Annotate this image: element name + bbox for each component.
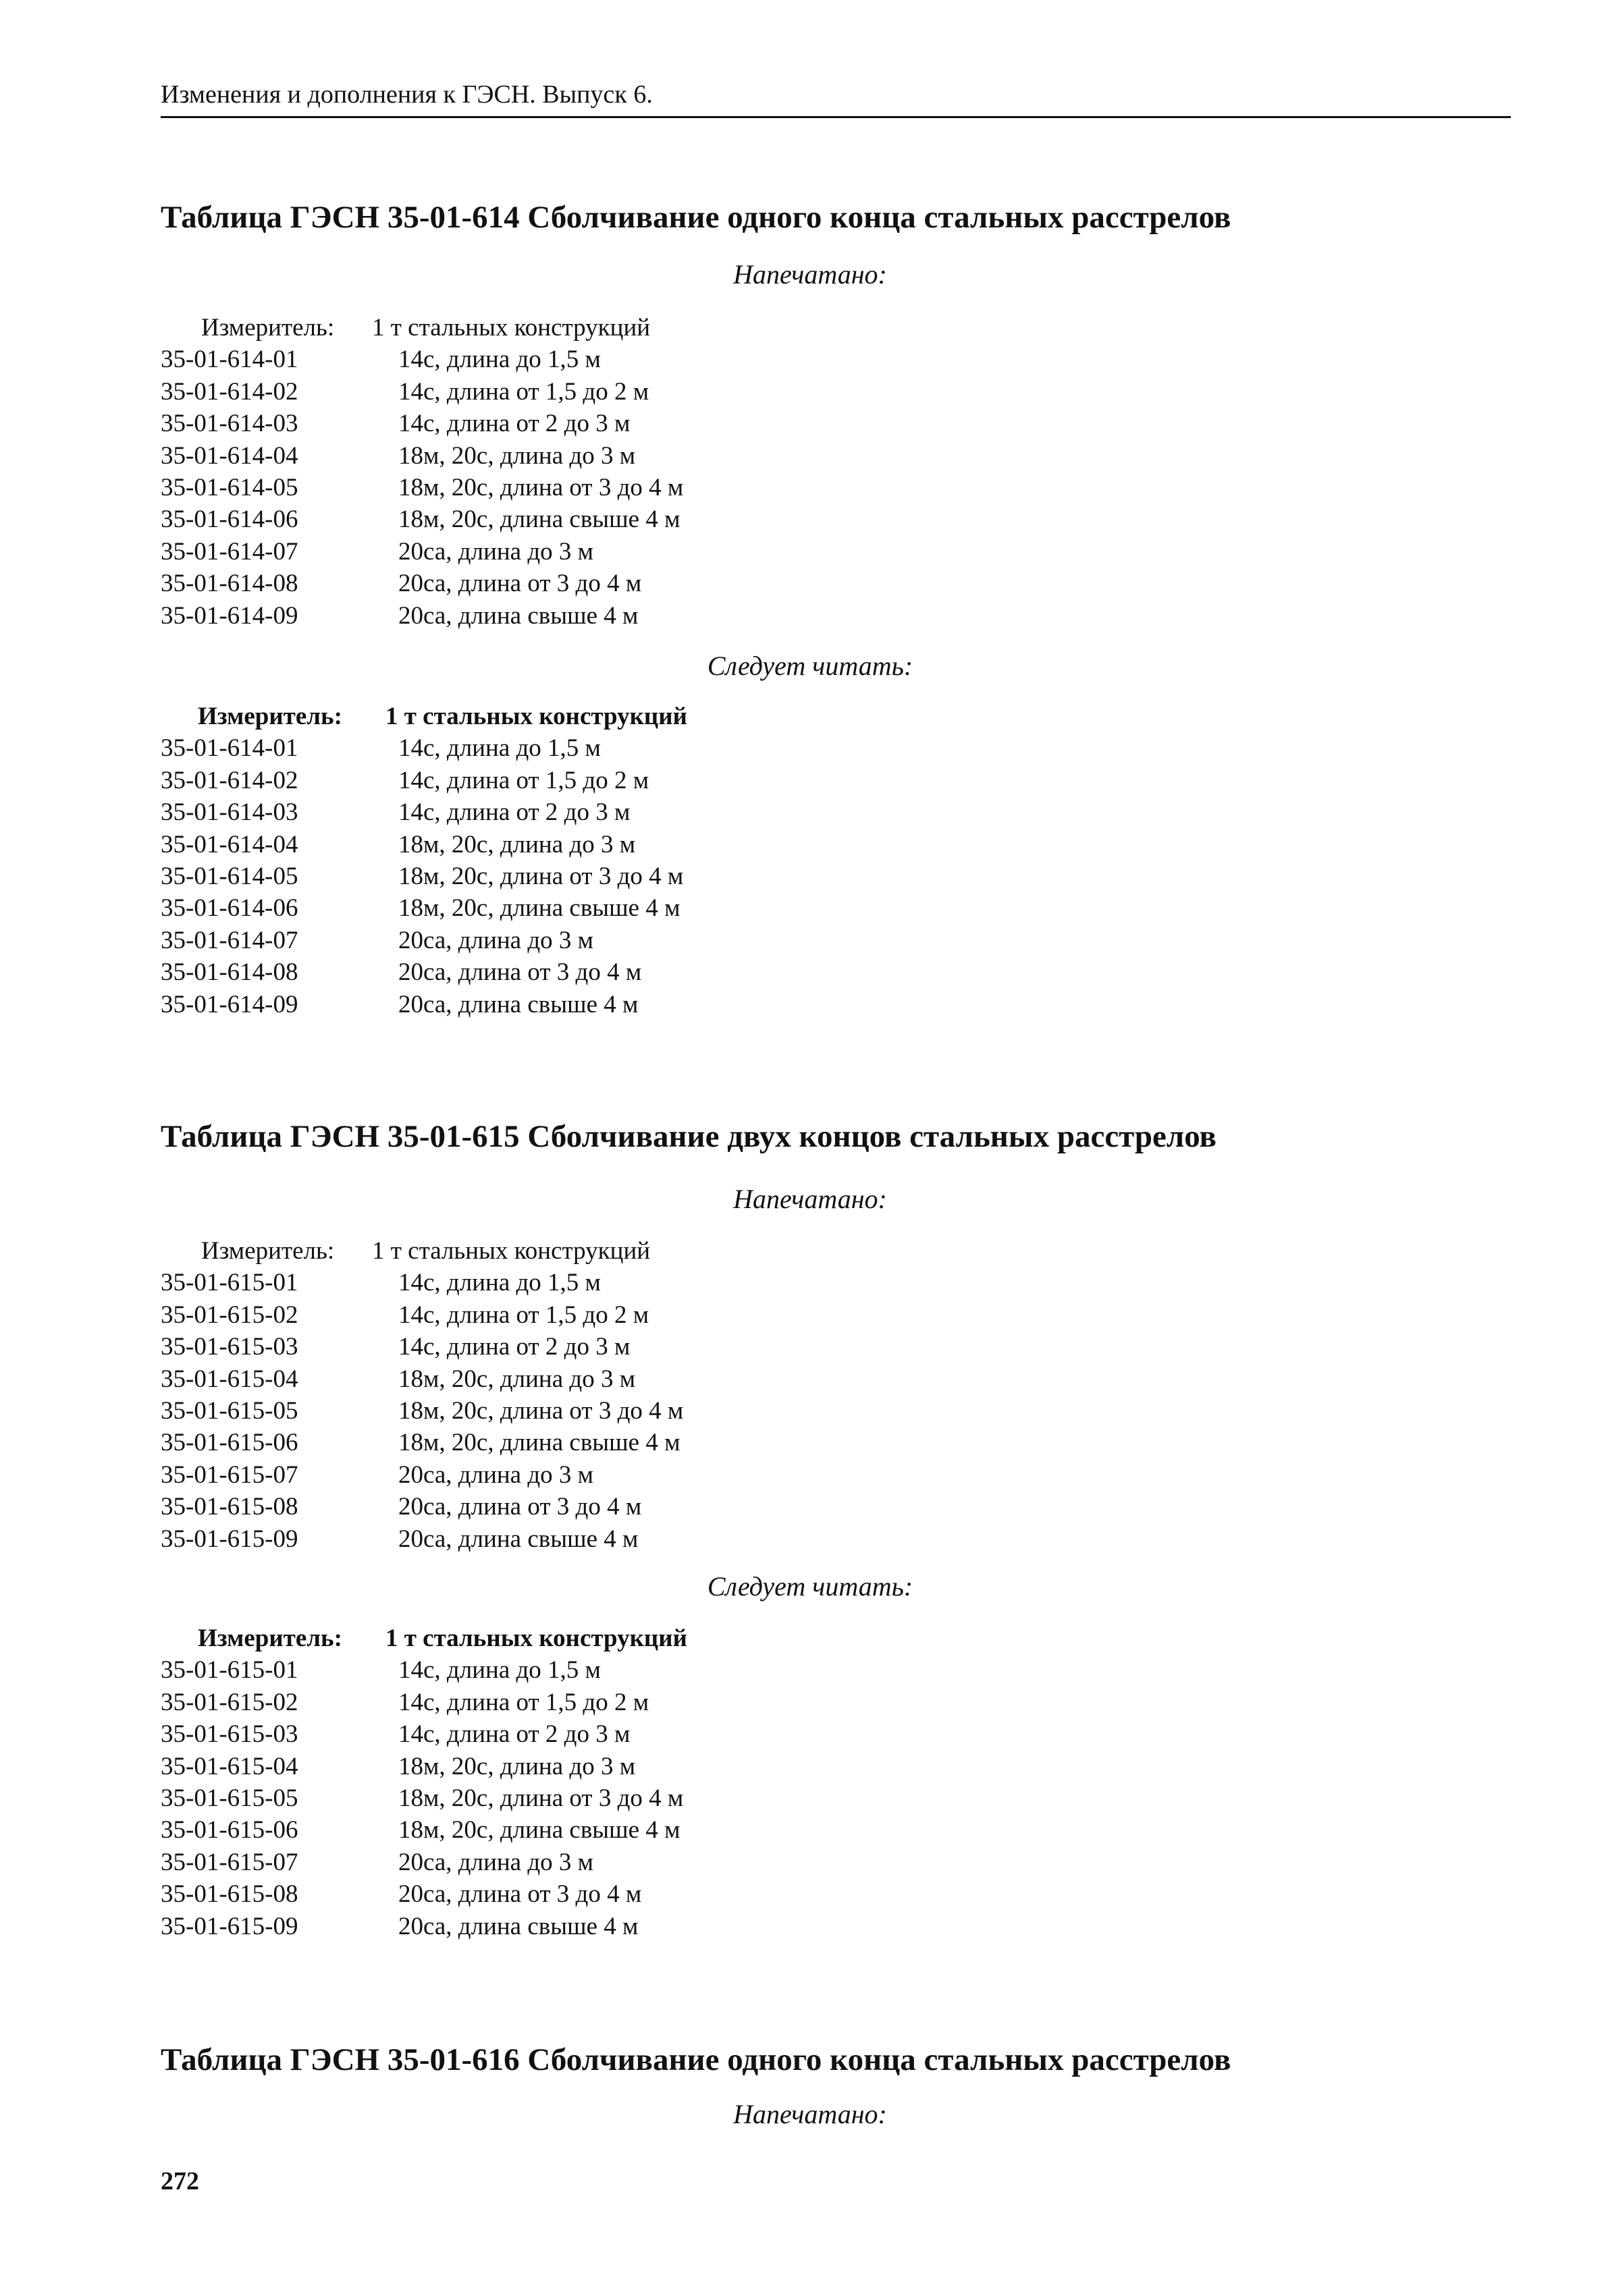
norm-code: 35-01-615-05 xyxy=(161,1396,298,1425)
norm-row xyxy=(161,956,1106,988)
section-title-615: Таблица ГЭСН 35-01-615 Сболчивание двух концов стальных расстрелов xyxy=(161,1119,1217,1154)
measure-value: 1 т стальных конструкций xyxy=(385,1624,687,1652)
norm-code: 35-01-615-03 xyxy=(161,1333,298,1361)
norm-code: 35-01-615-05 xyxy=(161,1784,298,1812)
measure-value: 1 т стальных конструкций xyxy=(385,703,687,730)
norm-code: 35-01-614-08 xyxy=(161,570,298,598)
measure-value: 1 т стальных конструкций xyxy=(372,1237,651,1265)
header-rule xyxy=(161,116,1511,118)
measure-line xyxy=(161,1622,1106,1654)
printed-block-615 xyxy=(161,1235,1106,1555)
norm-description: 18м, 20с, длина до 3 м xyxy=(398,830,636,858)
norm-description: 18м, 20с, длина свыше 4 м xyxy=(398,1429,680,1457)
norm-row xyxy=(161,1459,1106,1491)
norm-description: 14с, длина до 1,5 м xyxy=(398,1656,601,1685)
norm-row xyxy=(161,829,1106,860)
norm-code: 35-01-615-06 xyxy=(161,1429,298,1457)
measure-label: Измеритель: xyxy=(198,1624,342,1652)
norm-row xyxy=(161,1427,1106,1458)
norm-row xyxy=(161,440,1106,472)
norm-row xyxy=(161,536,1106,568)
measure-label: Измеритель: xyxy=(201,314,335,341)
norm-row xyxy=(161,1687,1106,1718)
norm-description: 14с, длина до 1,5 м xyxy=(398,346,601,374)
norm-row xyxy=(161,1395,1106,1427)
norm-description: 14с, длина от 1,5 до 2 м xyxy=(398,377,649,406)
norm-description: 14с, длина от 2 до 3 м xyxy=(398,410,631,438)
norm-code: 35-01-615-04 xyxy=(161,1752,298,1780)
printed-block-614 xyxy=(161,312,1106,632)
norm-row xyxy=(161,503,1106,535)
norm-code: 35-01-614-05 xyxy=(161,862,298,890)
norm-row xyxy=(161,568,1106,599)
norm-code: 35-01-615-02 xyxy=(161,1301,298,1329)
norm-description: 14с, длина от 1,5 до 2 м xyxy=(398,766,649,794)
norm-description: 18м, 20с, длина свыше 4 м xyxy=(398,505,680,534)
norm-row xyxy=(161,1299,1106,1331)
norm-row xyxy=(161,1718,1106,1750)
norm-row xyxy=(161,860,1106,892)
norm-row xyxy=(161,796,1106,828)
note-corrected-615: Следует читать: xyxy=(707,1571,913,1602)
measure-label: Измеритель: xyxy=(201,1237,335,1265)
note-corrected-614: Следует читать: xyxy=(707,651,913,681)
norm-code: 35-01-614-03 xyxy=(161,410,298,438)
norm-code: 35-01-614-04 xyxy=(161,441,298,470)
norm-description: 18м, 20с, длина до 3 м xyxy=(398,441,636,470)
norm-code: 35-01-615-08 xyxy=(161,1493,298,1521)
norm-row xyxy=(161,892,1106,924)
corrected-block-615 xyxy=(161,1622,1106,1942)
norm-row xyxy=(161,1491,1106,1523)
norm-description: 18м, 20с, длина до 3 м xyxy=(398,1752,636,1780)
measure-line xyxy=(161,312,1106,344)
norm-code: 35-01-614-06 xyxy=(161,505,298,534)
norm-description: 18м, 20с, длина свыше 4 м xyxy=(398,894,680,923)
norm-row xyxy=(161,472,1106,503)
norm-code: 35-01-614-01 xyxy=(161,734,298,763)
norm-code: 35-01-614-06 xyxy=(161,894,298,923)
note-printed-615: Напечатано: xyxy=(733,1184,887,1214)
norm-description: 14с, длина до 1,5 м xyxy=(398,734,601,763)
norm-code: 35-01-615-07 xyxy=(161,1848,298,1876)
norm-code: 35-01-614-09 xyxy=(161,990,298,1018)
norm-code: 35-01-614-01 xyxy=(161,346,298,374)
norm-row xyxy=(161,1654,1106,1686)
norm-code: 35-01-615-09 xyxy=(161,1912,298,1940)
norm-description: 14с, длина от 2 до 3 м xyxy=(398,1720,631,1749)
norm-code: 35-01-614-03 xyxy=(161,798,298,827)
norm-description: 18м, 20с, длина свыше 4 м xyxy=(398,1816,680,1844)
norm-code: 35-01-615-07 xyxy=(161,1460,298,1489)
norm-row xyxy=(161,1814,1106,1846)
note-printed-616: Напечатано: xyxy=(733,2099,887,2129)
norm-code: 35-01-614-07 xyxy=(161,537,298,566)
norm-description: 20са, длина свыше 4 м xyxy=(398,1912,639,1940)
norm-row xyxy=(161,1751,1106,1782)
norm-code: 35-01-615-04 xyxy=(161,1365,298,1393)
norm-description: 20са, длина от 3 до 4 м xyxy=(398,570,642,598)
norm-code: 35-01-614-07 xyxy=(161,926,298,954)
norm-row xyxy=(161,989,1106,1020)
norm-description: 18м, 20с, длина от 3 до 4 м xyxy=(398,1396,684,1425)
norm-row xyxy=(161,408,1106,439)
norm-description: 14с, длина от 1,5 до 2 м xyxy=(398,1688,649,1716)
norm-description: 20са, длина до 3 м xyxy=(398,926,594,954)
norm-description: 18м, 20с, длина до 3 м xyxy=(398,1365,636,1393)
norm-row xyxy=(161,1523,1106,1555)
norm-description: 18м, 20с, длина от 3 до 4 м xyxy=(398,1784,684,1812)
norm-row xyxy=(161,1363,1106,1395)
norm-code: 35-01-614-08 xyxy=(161,958,298,987)
norm-code: 35-01-614-02 xyxy=(161,766,298,794)
norm-row xyxy=(161,600,1106,632)
section-title-616: Таблица ГЭСН 35-01-616 Сболчивание одного конца стальных расстрелов xyxy=(161,2042,1231,2077)
norm-code: 35-01-615-08 xyxy=(161,1880,298,1909)
norm-code: 35-01-615-09 xyxy=(161,1525,298,1553)
norm-description: 20са, длина до 3 м xyxy=(398,1460,594,1489)
measure-value: 1 т стальных конструкций xyxy=(372,314,651,341)
section-title-614: Таблица ГЭСН 35-01-614 Сболчивание одного конца стальных расстрелов xyxy=(161,200,1231,235)
measure-line xyxy=(161,1235,1106,1267)
norm-code: 35-01-615-02 xyxy=(161,1688,298,1716)
norm-row xyxy=(161,1782,1106,1814)
norm-code: 35-01-614-02 xyxy=(161,377,298,406)
norm-row xyxy=(161,1878,1106,1910)
norm-description: 20са, длина от 3 до 4 м xyxy=(398,958,642,987)
norm-code: 35-01-615-01 xyxy=(161,1656,298,1685)
norm-description: 14с, длина от 2 до 3 м xyxy=(398,1333,631,1361)
norm-row xyxy=(161,732,1106,764)
note-printed-614: Напечатано: xyxy=(733,259,887,290)
norm-code: 35-01-614-04 xyxy=(161,830,298,858)
norm-description: 20са, длина свыше 4 м xyxy=(398,601,639,630)
norm-description: 14с, длина от 2 до 3 м xyxy=(398,798,631,827)
norm-code: 35-01-614-09 xyxy=(161,601,298,630)
norm-row xyxy=(161,925,1106,956)
norm-row xyxy=(161,1911,1106,1942)
norm-row xyxy=(161,1847,1106,1878)
norm-code: 35-01-615-03 xyxy=(161,1720,298,1749)
norm-description: 20са, длина от 3 до 4 м xyxy=(398,1880,642,1909)
norm-description: 20са, длина до 3 м xyxy=(398,537,594,566)
norm-description: 20са, длина от 3 до 4 м xyxy=(398,1493,642,1521)
norm-code: 35-01-615-01 xyxy=(161,1269,298,1297)
norm-row xyxy=(161,376,1106,408)
norm-description: 20са, длина до 3 м xyxy=(398,1848,594,1876)
norm-description: 20са, длина свыше 4 м xyxy=(398,1525,639,1553)
corrected-block-614 xyxy=(161,701,1106,1020)
measure-line xyxy=(161,701,1106,732)
norm-code: 35-01-614-05 xyxy=(161,473,298,501)
page-number: 272 xyxy=(161,2167,199,2195)
norm-row xyxy=(161,765,1106,796)
norm-description: 18м, 20с, длина от 3 до 4 м xyxy=(398,862,684,890)
norm-description: 14с, длина от 1,5 до 2 м xyxy=(398,1301,649,1329)
running-header: Изменения и дополнения к ГЭСН. Выпуск 6. xyxy=(161,80,653,109)
norm-row xyxy=(161,344,1106,375)
norm-description: 18м, 20с, длина от 3 до 4 м xyxy=(398,473,684,501)
norm-row xyxy=(161,1267,1106,1299)
norm-row xyxy=(161,1331,1106,1363)
norm-code: 35-01-615-06 xyxy=(161,1816,298,1844)
norm-description: 20са, длина свыше 4 м xyxy=(398,990,639,1018)
norm-description: 14с, длина до 1,5 м xyxy=(398,1269,601,1297)
measure-label: Измеритель: xyxy=(198,703,342,730)
